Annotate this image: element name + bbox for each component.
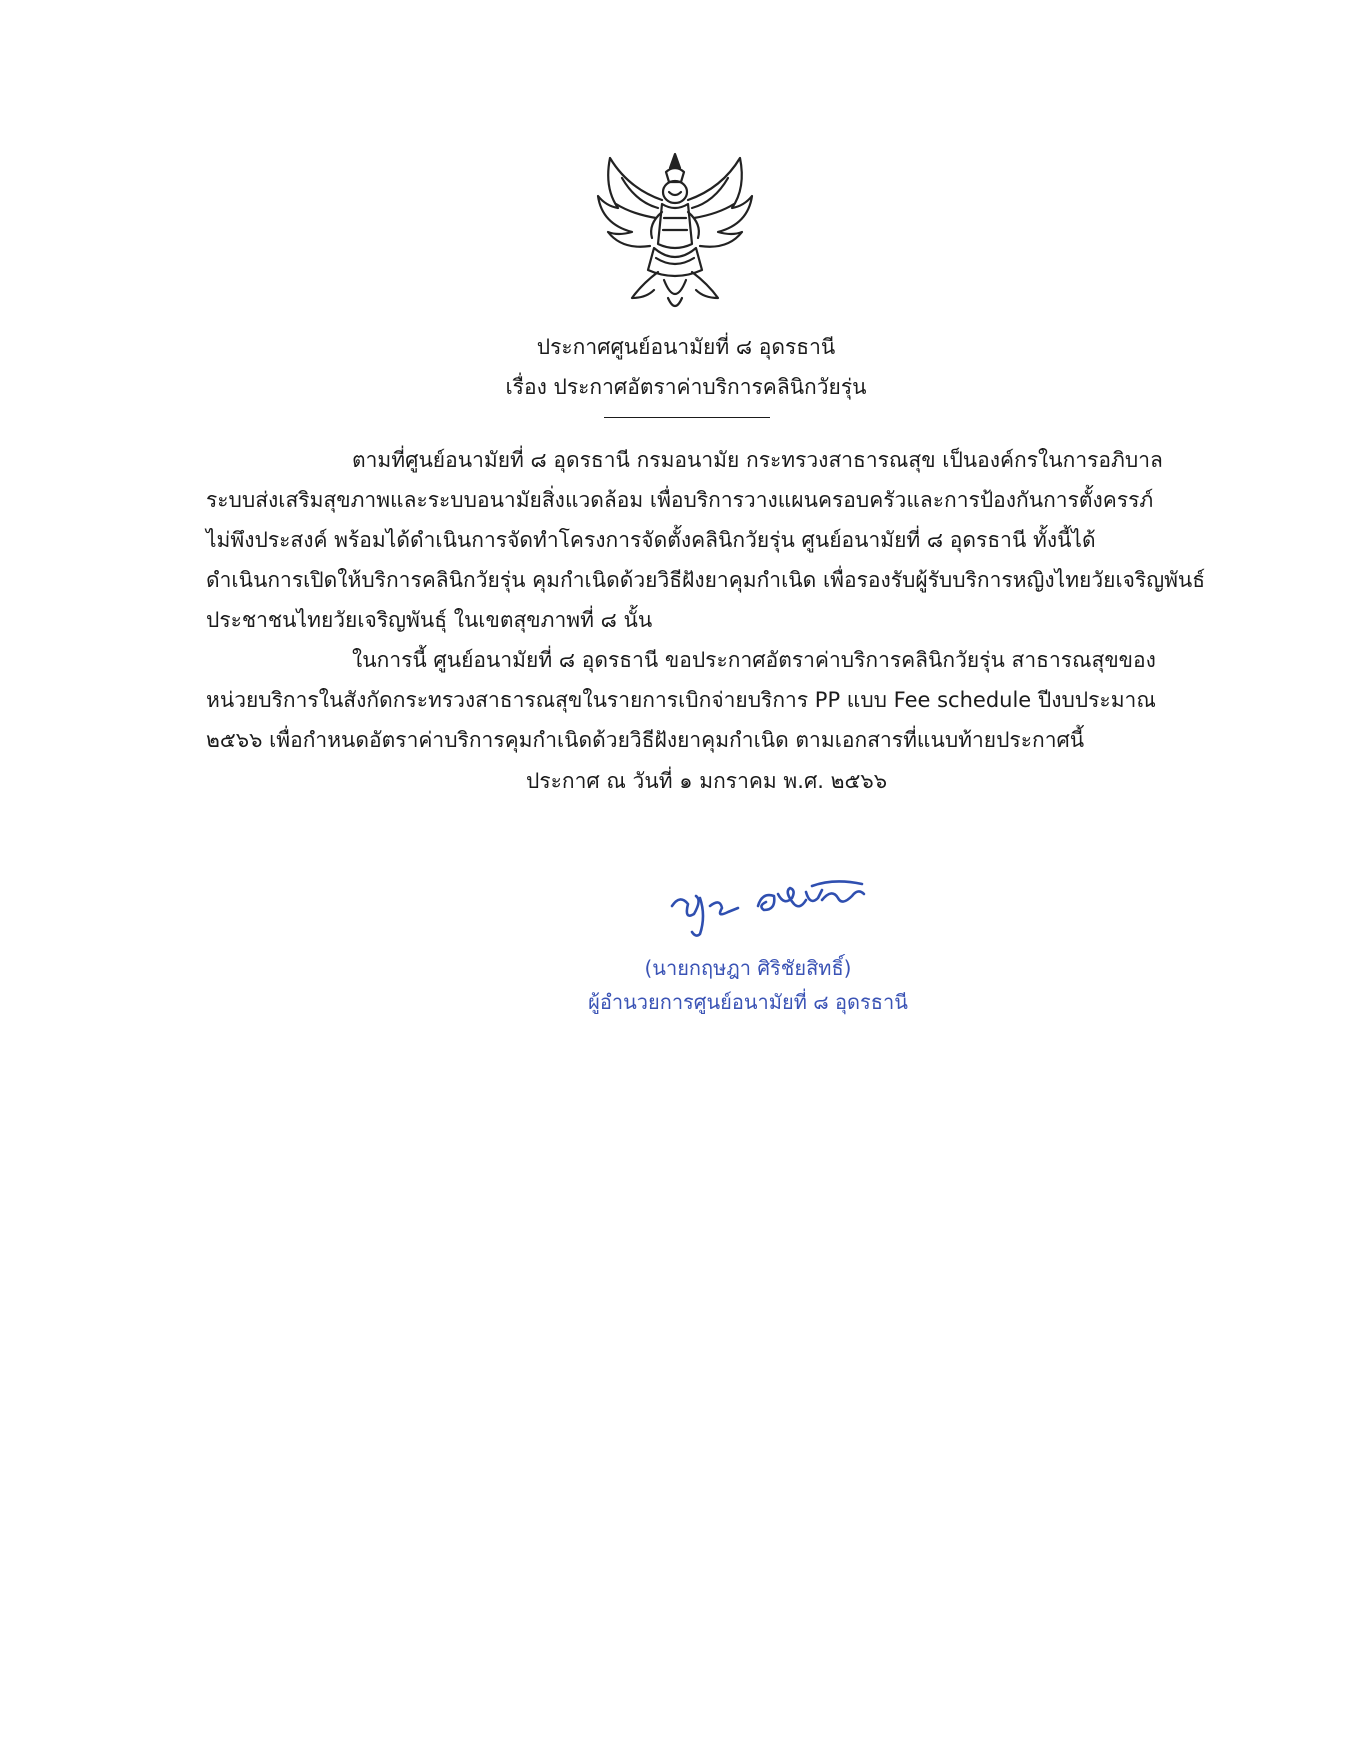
document-subject: เรื่อง ประกาศอัตราค่าบริการคลินิกวัยรุ่น: [505, 375, 867, 399]
paragraph-line: ไม่พึงประสงค์ พร้อมได้ดำเนินการจัดทำโครงการจัดตั้งคลินิกวัยรุ่น ศูนย์อนามัยที่ ๘ อุดรธานี ทั้งนี้ได้: [206, 528, 1096, 552]
signer-name: (นายกฤษฎา ศิริชัยสิทธิ์): [644, 956, 852, 980]
signer-position: ผู้อำนวยการศูนย์อนามัยที่ ๘ อุดรธานี: [588, 990, 908, 1014]
title-underline: [604, 417, 770, 418]
paragraph-line: ประชาชนไทยวัยเจริญพันธุ์ ในเขตสุขภาพที่ ๘ นั้น: [206, 608, 653, 632]
paragraph-line: ระบบส่งเสริมสุขภาพและระบบอนามัยสิ่งแวดล้อม เพื่อบริการวางแผนครอบครัวและการป้องกันการตั้งครรภ์: [206, 488, 1154, 512]
paragraph-line: ตามที่ศูนย์อนามัยที่ ๘ อุดรธานี กรมอนามัย กระทรวงสาธารณสุข เป็นองค์กรในการอภิบาล: [352, 448, 1163, 472]
document-title: ประกาศศูนย์อนามัยที่ ๘ อุดรธานี: [536, 335, 836, 359]
announcement-date: ประกาศ ณ วันที่ ๑ มกราคม พ.ศ. ๒๕๖๖: [526, 769, 888, 793]
handwritten-signature: [666, 876, 870, 942]
paragraph-announcement: [206, 640, 1156, 760]
paragraph-line: ๒๕๖๖ เพื่อกำหนดอัตราค่าบริการคุมกำเนิดด้วยวิธีฝังยาคุมกำเนิด ตามเอกสารที่แนบท้ายประกาศนี้: [206, 728, 1085, 752]
paragraph-intro: [206, 440, 1206, 640]
garuda-emblem-icon: [588, 148, 762, 318]
paragraph-line: หน่วยบริการในสังกัดกระทรวงสาธารณสุขในรายการเบิกจ่ายบริการ PP แบบ Fee schedule ปีงบประมาณ: [206, 688, 1156, 712]
paragraph-line: ในการนี้ ศูนย์อนามัยที่ ๘ อุดรธานี ขอประกาศอัตราค่าบริการคลินิกวัยรุ่น สาธารณสุขของ: [352, 648, 1156, 672]
paragraph-line: ดำเนินการเปิดให้บริการคลินิกวัยรุ่น คุมกำเนิดด้วยวิธีฝังยาคุมกำเนิด เพื่อรองรับผู้รับบริการหญิงไทยวัยเจริญพันธ์: [206, 568, 1206, 592]
